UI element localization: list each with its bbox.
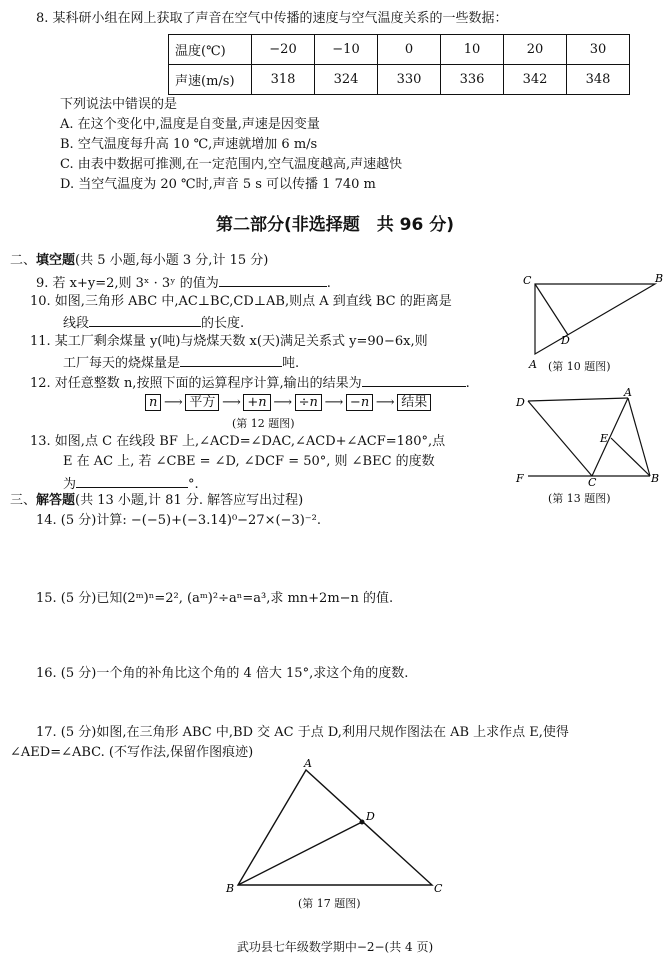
section3-heading [10,492,303,510]
label-d: D [561,334,570,347]
flow-step-input: n [145,394,161,411]
table-cell: −10 [315,35,378,65]
q13-post: °. [188,477,199,492]
speed-table [168,34,630,95]
flow-step-result: 结果 [397,394,431,411]
segment-ab [628,398,650,476]
q11-answer-blank[interactable] [180,352,282,367]
table-row [169,65,630,95]
q8-stem: 8. 某科研小组在网上获取了声音在空气中传播的速度与空气温度关系的一些数据： [36,11,508,26]
label-c: C [523,274,532,287]
label-a: A [624,386,632,399]
table-cell: 342 [504,65,567,95]
section-number: 三、 [10,493,37,508]
flow-step-subtract: −n [346,394,373,411]
segment-dc [528,401,592,476]
section2-heading [10,252,268,270]
table-cell: 324 [315,65,378,95]
triangle-abc [238,770,432,885]
section-title: 填空题 [36,253,76,268]
figure-17 [220,758,460,896]
segment-da [528,398,628,401]
q13-answer-blank[interactable] [76,473,188,488]
q13-pre: 为 [63,477,77,492]
table-cell: 0 [378,35,441,65]
q13-line2: E 在 AC 上, 若 ∠CBE = ∠D, ∠DCF = 50°, 则 ∠BEC 的度数 [63,454,435,469]
q16: 16. (5 分)一个角的补角比这个角的 4 倍大 15°,求这个角的度数. [36,666,409,681]
table-cell: 30 [567,35,630,65]
label-b: B [651,472,660,485]
q17-line1: 17. (5 分)如图,在三角形 ABC 中,BD 交 AC 于点 D,利用尺规作图法在 AB 上求作点 E,使得 [36,725,569,740]
q14: 14. (5 分)计算: −(−5)+(−3.14)⁰−27×(−3)⁻². [36,513,321,528]
fig13-caption: (第 13 题图) [548,492,611,505]
q12-text: 12. 对任意整数 n,按照下面的运算程序计算,输出的结果为 [30,376,362,391]
arrow-right-icon: ⟶ [222,395,241,410]
table-cell: 318 [252,65,315,95]
fig12-caption: (第 12 题图) [232,417,295,430]
label-c: C [434,882,443,895]
q10-line2 [63,312,244,333]
q11-line2 [63,352,299,373]
label-c: C [588,476,597,486]
section-number: 二、 [10,253,37,268]
q10-pre: 线段 [63,316,90,331]
q15: 15. (5 分)已知(2ᵐ)ⁿ=2², (aᵐ)²÷aⁿ=a³,求 mn+2m−n 的值. [36,591,394,606]
q10-answer-blank[interactable] [89,312,201,327]
table-cell: 336 [441,65,504,95]
q12-end: . [465,376,470,391]
figure-13 [510,386,660,486]
part2-title: 第二部分(非选择题 共 96 分) [215,215,455,235]
q12-flowchart [145,394,431,411]
flow-step-divide: ÷n [295,394,322,411]
triangle-abc [535,284,655,354]
arrow-right-icon: ⟶ [324,395,344,410]
table-cell: −20 [252,35,315,65]
label-d: D [516,396,525,409]
q13-line3 [63,473,199,494]
q8-option-c: C. 由表中数据可推测,在一定范围内,空气温度越高,声速越快 [60,157,403,172]
q8-question: 下列说法中错误的是 [60,97,178,112]
q8-option-b: B. 空气温度每升高 10 ℃,声速就增加 6 m/s [60,137,318,152]
arrow-right-icon: ⟶ [273,395,292,410]
q8-option-a: A. 在这个变化中,温度是自变量,声速是因变量 [60,117,320,132]
q13-line1: 13. 如图,点 C 在线段 BF 上,∠ACD=∠DAC,∠ACD+∠ACF=180°,点 [30,434,446,449]
q10-line1: 10. 如图,三角形 ABC 中,AC⊥BC,CD⊥AB,则点 A 到直线 BC 的距离是 [30,294,452,309]
table-row [169,35,630,65]
q17-line2: ∠AED=∠ABC. (不写作法,保留作图痕迹) [10,745,254,760]
q9-end: . [326,276,331,291]
arrow-right-icon: ⟶ [375,395,395,410]
fig17-caption: (第 17 题图) [298,897,361,910]
label-a: A [529,358,537,371]
fig10-caption: (第 10 题图) [548,360,611,373]
table-cell: 10 [441,35,504,65]
label-e: E [600,432,609,445]
q12 [30,372,470,393]
section-desc: (共 5 小题,每小题 3 分,计 15 分) [75,253,269,268]
label-d: D [366,810,375,823]
label-b: B [226,882,235,895]
segment-cd [535,284,568,335]
table-cell: 348 [567,65,630,95]
q9-text: 9. 若 x+y=2,则 3ˣ · 3ʸ 的值为 [36,276,219,291]
row-header-temperature: 温度(℃) [169,35,252,65]
q8-option-d: D. 当空气温度为 20 ℃时,声音 5 s 可以传播 1 740 m [60,177,376,192]
q11-line1: 11. 某工厂剩余煤量 y(吨)与烧煤天数 x(天)满足关系式 y=90−6x,则 [30,334,428,349]
q9 [36,272,331,293]
label-a: A [304,758,312,770]
row-header-speed: 声速(m/s) [169,65,252,95]
q11-post: 吨. [282,356,300,371]
table-cell: 330 [378,65,441,95]
table-cell: 20 [504,35,567,65]
label-b: B [655,272,664,285]
q11-pre: 工厂每天的烧煤量是 [63,356,181,371]
point-d [360,820,365,825]
flow-step-square: 平方 [185,394,219,411]
segment-ac [592,398,628,476]
section-title: 解答题 [36,493,76,508]
q10-post: 的长度. [201,316,245,331]
page-footer: 武功县七年级数学期中−2−(共 4 页) [236,940,434,954]
q12-answer-blank[interactable] [362,372,466,387]
q9-answer-blank[interactable] [219,272,327,287]
section-desc: (共 13 小题,计 81 分. 解答应写出过程) [75,493,304,508]
flow-step-add: +n [243,394,270,411]
arrow-right-icon: ⟶ [164,395,183,410]
label-f: F [516,472,524,485]
